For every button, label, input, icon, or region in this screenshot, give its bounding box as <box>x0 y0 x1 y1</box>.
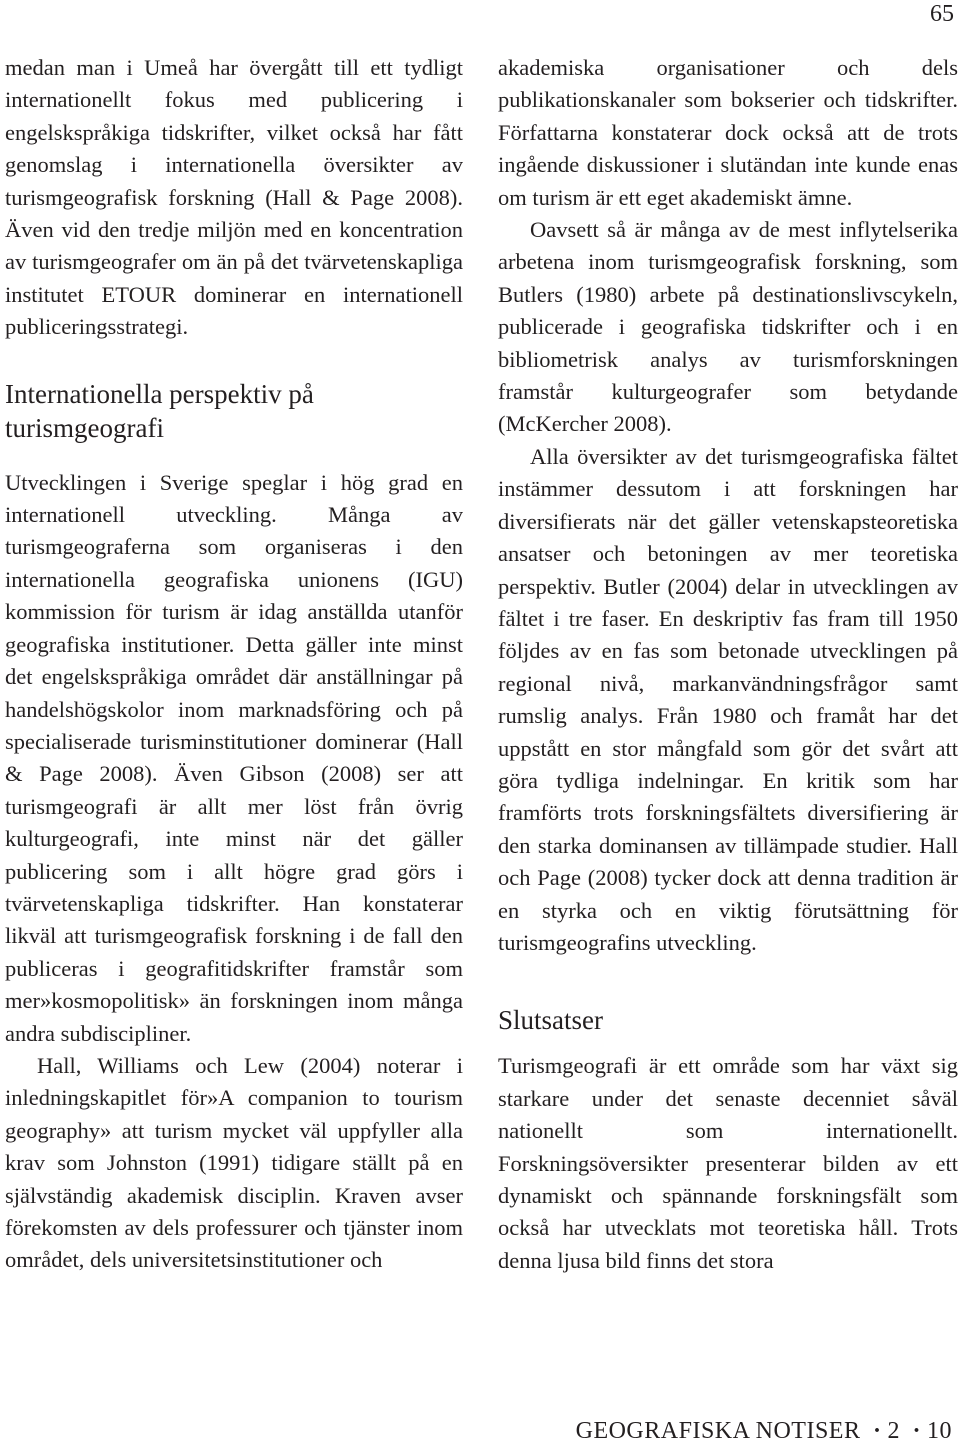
paragraph: Utvecklingen i Sverige speglar i hög grad en internationell utveckling. Många av turismgeograferna som organiseras i den internationella geografiska unionens (IGU) kommission för turism är idag anställda utanför geografiska institutioner. Detta gäller inte minst det engelskspråkiga området där anställningar på handelshögskolor inom marknadsföring och på specialiserade turisminstitutioner dominerar (Hall & Page 2008). Även Gibson (2008) ser att turismgeografi är allt mer löst från övrig kulturgeografi, inte minst när det gäller publicering som i allt högre grad görs i tvärvetenskapliga tidskrifter. Han konstaterar likväl att turismgeografisk forskning i de fall den publiceras i geografitidskrifter framstår som mer»kosmopolitisk» än forskningen inom många andra subdiscipliner. <box>5 469 463 1046</box>
paragraph: Hall, Williams och Lew (2004) noterar i inledningskapitlet för»A companion to tourism geography» att turism mycket väl uppfyller alla krav som Johnston (1991) tidigare ställt på en självständig akademisk disciplin. Kraven avser förekomsten av dels professurer och tjänster inom området, dels universitetsinstitutioner och <box>5 1052 463 1273</box>
journal-name: GEOGRAFISKA NOTISER <box>575 1418 861 1444</box>
separator-dot: · <box>912 1418 921 1444</box>
section-heading: Slutsatser <box>498 1005 603 1036</box>
paragraph: medan man i Umeå har övergått till ett tydligt internationellt fokus med publicering i engelskspråkiga tidskrifter, vilket också har fått genomslag i internationella översikter av turismgeografisk forskning (Hall & Page 2008). Även vid den tredje miljön med en koncentration av turismgeografer om än på det tvärvetenskapliga institutet ETOUR dominerar en internationell publiceringsstrategi. <box>5 55 463 340</box>
paragraph: Alla översikter av det turismgeografiska fältet instämmer dessutom i att forskningen har diversifierats när det gäller vetenskapsteoretiska ansatser och betoningen av mer teoretiska perspektiv. Butler (2004) delar in utvecklingen av fältet i tre faser. En deskriptiv fas fram till 1950 följdes av en fas som betonade utvecklingen på regional nivå, markanvändningsfrågor samt rumslig analys. Från 1980 och framåt har det uppstått en stor mångfald som gör det svårt att göra tydliga indelningar. En kritik som har framförts trots forskningsfältets diversifiering är den starka dominansen av tillämpade studier. Hall och Page (2008) tycker dock att denna tradition är en styrka och en viktig förutsättning för turismgeografins utveckling. <box>498 443 958 955</box>
paragraph: akademiska organisationer och dels publikationskanaler som bokserier och tidskrifter. Författarna konstaterar dock också att de trots ingående diskussioner i slutändan inte kunde enas om turism är ett eget akademiskt ämne. <box>498 55 958 210</box>
page-number: 65 <box>930 1 954 27</box>
separator-dot: · <box>872 1418 882 1444</box>
section-heading: Internationella perspektiv på turismgeografi <box>5 378 314 443</box>
paragraph: Turismgeografi är ett område som har växt sig starkare under det senaste decenniet såväl nationellt som internationellt. Forskningsöversikter presenterar bilden av ett dynamiskt och spännande forskningsfält som också har utvecklats mot teoretiska håll. Trots denna ljusa bild finns det stora <box>498 1053 958 1273</box>
running-footer <box>576 1417 952 1445</box>
volume-number: 2 <box>887 1418 900 1444</box>
issue-number: 10 <box>927 1418 952 1444</box>
paragraph: Oavsett så är många av de mest inflytelserika arbetena inom turismgeografisk forskning, som Butlers (1980) arbete på destinationslivscykeln, publicerade i geografiska tidskrifter och i en bibliometrisk analys av turismforskningen framstår kulturgeografer som betydande (McKercher 2008). <box>498 217 958 437</box>
right-column <box>498 52 958 1277</box>
left-column <box>5 52 463 1277</box>
